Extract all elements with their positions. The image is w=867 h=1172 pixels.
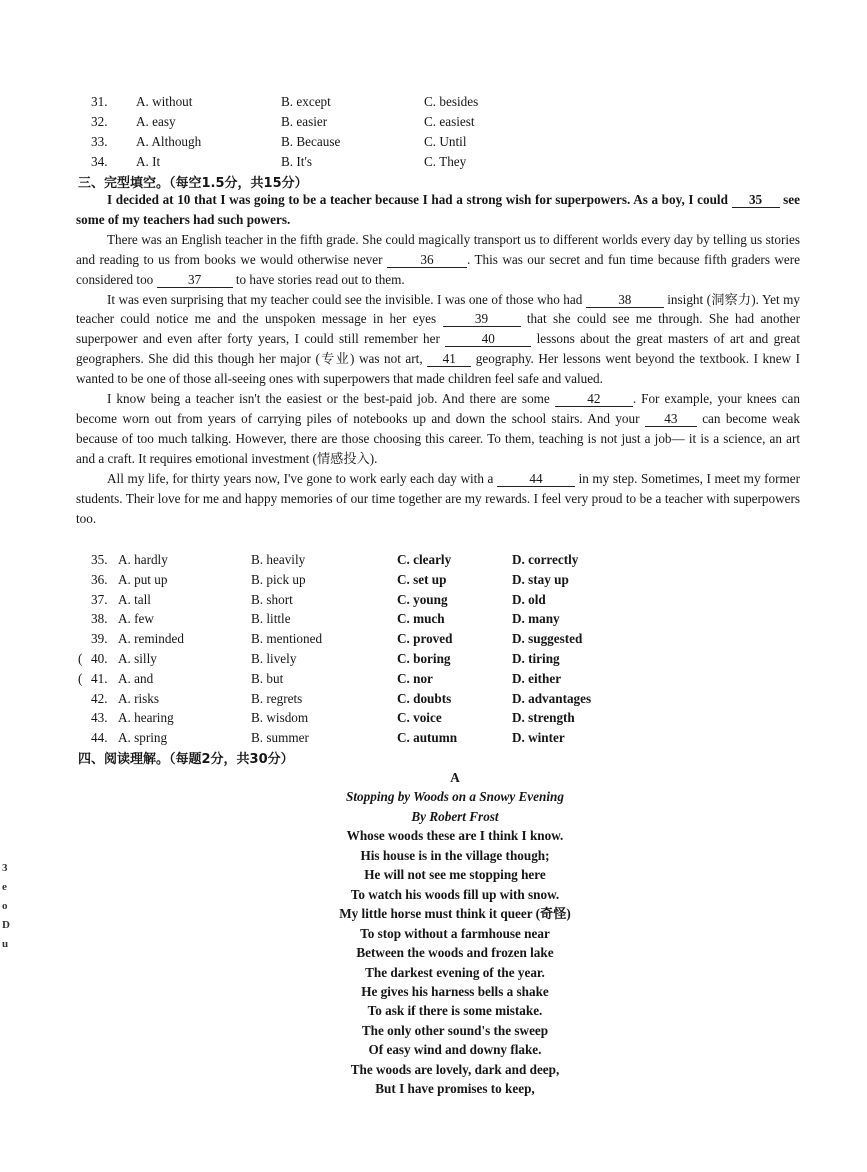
question-number: 42.	[91, 690, 108, 706]
option-row-44	[0, 728, 640, 747]
passage-text: . For example, your knees can become worn out from years of carrying piles of notebooks up and down the school stairs. And your	[76, 391, 800, 426]
question-number: 38.	[91, 611, 108, 627]
poem-title: Stopping by Woods on a Snowy Evening	[346, 789, 564, 805]
option-row-39	[0, 629, 640, 648]
margin-mark: u	[2, 938, 9, 950]
passage-text: There was an English teacher in the fifth grade. She could magically transport us to different worlds every day by telling us stories and reading to us from books we would otherwise never	[76, 231, 800, 267]
option-a[interactable]: A. silly	[118, 651, 157, 666]
passage-paragraph-1	[76, 190, 800, 230]
option-d[interactable]: D. strength	[512, 710, 575, 726]
poem-line: Whose woods these are I think I know.	[346, 828, 564, 844]
blank-43: 43	[645, 411, 697, 427]
option-d[interactable]: D. winter	[512, 730, 565, 746]
option-b[interactable]: B. wisdom	[251, 710, 309, 726]
option-b[interactable]: B. easier	[281, 114, 328, 129]
passage-paragraph-2	[76, 230, 800, 290]
poem-line: Between the woods and frozen lake	[356, 945, 554, 961]
margin-mark: e	[2, 881, 7, 893]
option-a[interactable]: A. hardly	[118, 552, 168, 567]
blank-36: 36	[387, 252, 467, 268]
question-number: 35.	[91, 552, 108, 567]
reading-a-label: A	[450, 770, 460, 785]
option-a[interactable]: A. It	[136, 154, 161, 169]
option-row-42	[0, 689, 640, 708]
blank-37: 37	[157, 272, 233, 288]
option-b[interactable]: B. but	[251, 670, 284, 686]
option-a[interactable]: A. without	[136, 94, 193, 109]
passage-text: . This was our secret and fun time because fifth graders were considered too	[76, 251, 801, 287]
blank-44: 44	[497, 471, 575, 487]
option-b[interactable]: B. except	[281, 94, 331, 109]
passage-text: I decided at 10 that I was going to be a teacher because I had a strong wish for superpowers. As a boy, I could	[107, 192, 728, 207]
poem-line: My little horse must think it queer (奇怪)	[339, 906, 571, 922]
option-b[interactable]: B. It's	[281, 154, 312, 169]
blank-40: 40	[445, 331, 531, 347]
section-4-heading: 四、阅读理解。（每题2分，共30分）	[78, 752, 294, 767]
poem-line: To stop without a farmhouse near	[360, 925, 550, 941]
option-d[interactable]: D. old	[512, 591, 546, 607]
option-c[interactable]: C. autumn	[397, 730, 458, 746]
passage-text: lessons about the great masters of art and great geographers. She did this though her major (专业) was not art,	[76, 331, 800, 367]
question-number: 39.	[91, 631, 108, 647]
question-number: 34.	[91, 154, 108, 169]
option-row-43	[0, 708, 640, 727]
blank-35: 35	[732, 192, 780, 208]
handwritten-mark: (	[78, 670, 83, 686]
option-d[interactable]: D. correctly	[512, 552, 579, 567]
blank-42: 42	[555, 391, 633, 407]
margin-mark: D	[2, 919, 10, 931]
option-row-41	[0, 669, 640, 688]
option-c[interactable]: C. besides	[424, 94, 479, 109]
passage-text: to have stories read out to them.	[235, 271, 405, 287]
option-row-35	[0, 550, 640, 569]
passage-text: see some of my teachers had such powers.	[76, 192, 801, 227]
poem-line: He gives his harness bells a shake	[361, 983, 549, 999]
option-d[interactable]: D. suggested	[512, 631, 583, 647]
section-3-heading: 三、完型填空。（每空1.5分，共15分）	[78, 176, 308, 191]
passage-text: that she could see me through. She had another superpower and even after forty years, I could still remember her	[76, 311, 801, 347]
poem-line: He will not see me stopping here	[364, 867, 546, 883]
option-c[interactable]: C. doubts	[397, 690, 452, 706]
poem-line: The darkest evening of the year.	[365, 964, 545, 980]
passage-paragraph-3	[76, 290, 800, 390]
option-c[interactable]: C. set up	[397, 571, 447, 587]
option-row-31	[0, 92, 600, 111]
option-b[interactable]: B. regrets	[251, 690, 303, 706]
option-row-36	[0, 570, 640, 589]
option-b[interactable]: B. heavily	[251, 552, 306, 567]
option-b[interactable]: B. short	[251, 591, 293, 607]
option-c[interactable]: C. easiest	[424, 114, 475, 129]
option-a[interactable]: A. reminded	[118, 631, 184, 647]
option-d[interactable]: D. advantages	[512, 690, 592, 706]
option-a[interactable]: A. few	[118, 611, 154, 627]
passage-paragraph-4	[76, 389, 800, 469]
option-a[interactable]: A. Although	[136, 134, 202, 149]
option-c[interactable]: C. boring	[397, 651, 451, 666]
question-number: 31.	[91, 94, 108, 109]
poem-line: Of easy wind and downy flake.	[368, 1042, 542, 1058]
option-c[interactable]: C. voice	[397, 710, 442, 726]
option-d[interactable]: D. either	[512, 670, 562, 686]
question-number: 41.	[91, 670, 108, 686]
cloze-passage	[76, 190, 800, 528]
question-number: 32.	[91, 114, 108, 129]
option-c[interactable]: C. nor	[397, 670, 433, 686]
question-number: 37.	[91, 591, 108, 607]
blank-39: 39	[443, 311, 521, 327]
question-number: 43.	[91, 710, 108, 726]
option-a[interactable]: A. risks	[118, 690, 160, 706]
option-c[interactable]: C. much	[397, 611, 445, 627]
option-a[interactable]: A. and	[118, 670, 154, 686]
question-number: 40.	[91, 651, 108, 666]
option-row-32	[0, 112, 600, 131]
poem-line: But I have promises to keep,	[375, 1081, 535, 1097]
option-b[interactable]: B. little	[251, 611, 291, 627]
option-row-33	[0, 132, 600, 151]
poem-author: By Robert Frost	[411, 808, 499, 824]
option-c[interactable]: C. clearly	[397, 552, 452, 567]
poem-line: To ask if there is some mistake.	[367, 1003, 543, 1019]
passage-text: I know being a teacher isn't the easiest or the best-paid job. And there are some	[107, 391, 550, 407]
option-c[interactable]: C. proved	[397, 631, 453, 647]
poem-line: To watch his woods fill up with snow.	[350, 886, 560, 902]
option-a[interactable]: A. put up	[118, 571, 168, 587]
margin-mark: o	[2, 900, 8, 912]
option-a[interactable]: A. easy	[136, 114, 176, 129]
poem-line: The only other sound's the sweep	[361, 1022, 549, 1038]
passage-text: geography. Her lessons went beyond the textbook. I knew I wanted to be one of those all-seeing ones with superpowers that made children feel safe and valued.	[76, 351, 801, 387]
option-c[interactable]: C. young	[397, 591, 448, 607]
handwritten-mark: (	[78, 651, 83, 666]
option-c[interactable]: C. Until	[424, 134, 467, 149]
blank-38: 38	[586, 292, 664, 308]
question-number: 44.	[91, 730, 108, 746]
option-a[interactable]: A. tall	[118, 591, 151, 607]
option-b[interactable]: B. Because	[281, 134, 341, 149]
passage-text: in my step. Sometimes, I meet my former students. Their love for me and happy memories of our time together are my rewards. I feel very proud to be a teacher with superpowers too.	[76, 470, 801, 526]
margin-mark: 3	[2, 862, 8, 874]
option-a[interactable]: A. hearing	[118, 710, 174, 726]
question-number: 33.	[91, 134, 108, 149]
passage-text: insight (洞察力). Yet my teacher could notice me and the unspoken message in her eyes	[76, 291, 800, 327]
option-c[interactable]: C. They	[424, 154, 467, 169]
poem-line: His house is in the village though;	[360, 847, 550, 863]
option-b[interactable]: B. lively	[251, 651, 297, 666]
option-row-37	[0, 590, 640, 609]
option-a[interactable]: A. spring	[118, 730, 168, 746]
blank-41: 41	[427, 351, 471, 367]
option-b[interactable]: B. summer	[251, 730, 309, 746]
passage-text: All my life, for thirty years now, I've gone to work early each day with a	[107, 470, 494, 486]
passage-paragraph-5	[76, 469, 800, 529]
poem-line: The woods are lovely, dark and deep,	[350, 1061, 560, 1077]
reading-a-poem	[255, 768, 655, 1099]
passage-text: can become weak because of too much talking. However, there are those choosing this career. To them, teaching is not just a job— it is a science, an art and a craft. It requires emotional investment (情感投入).	[76, 410, 801, 466]
option-d[interactable]: D. many	[512, 611, 560, 627]
option-row-38	[0, 609, 640, 628]
option-d[interactable]: D. stay up	[512, 571, 569, 587]
option-b[interactable]: B. pick up	[251, 571, 306, 587]
option-row-34	[0, 152, 600, 171]
question-number: 36.	[91, 571, 108, 587]
option-row-40	[0, 649, 640, 668]
option-b[interactable]: B. mentioned	[251, 631, 323, 647]
passage-text: It was even surprising that my teacher could see the invisible. I was one of those who had	[107, 291, 583, 307]
option-d[interactable]: D. tiring	[512, 651, 560, 666]
poem-lines	[255, 826, 655, 1098]
